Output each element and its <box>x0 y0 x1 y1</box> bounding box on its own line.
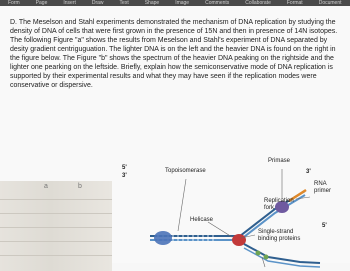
label-3prime-left: 3' <box>122 173 127 179</box>
toolbar-item-page[interactable]: Page <box>35 0 48 6</box>
figure-b-label: b <box>78 183 82 190</box>
label-topoisomerase: Topoisomerase <box>165 168 206 174</box>
figure-a-label: a <box>44 183 48 190</box>
toolbar-item-document[interactable]: Document <box>318 0 342 6</box>
toolbar-item-format[interactable]: Format <box>286 0 303 6</box>
toolbar-item-collaborate[interactable]: Collaborate <box>245 0 271 6</box>
label-helicase: Helicase <box>190 217 214 223</box>
lower-strand <box>244 244 320 267</box>
label-primase: Primase <box>268 158 291 164</box>
label-5prime-bottom: 5' <box>322 223 327 229</box>
toolbar-item-text[interactable]: Text <box>119 0 129 6</box>
document-page <box>0 6 350 263</box>
toolbar-item-insert[interactable]: Insert <box>63 0 76 6</box>
toolbar-item-image[interactable]: Image <box>175 0 190 6</box>
figure <box>0 149 350 269</box>
label-replication-fork: Replication fork <box>264 198 294 211</box>
topoisomerase-shape <box>154 231 172 245</box>
question-text: D. The Meselson and Stahl experiments demonstrated the mechanism of DNA replication by studying the density of DNA of cells that were first grown in the presence of 15N and then in presence of 14N isotopes. The following Figure "a" shows the results from Meselson and Stahl's experiment of DNA separated by desity gradient centriguguation. The lighter DNA is on the left and the heavier DNA is found on the right in the figure below. The Figure "b" shows the spectrum of the heavier DNA peaking on the rightside and the lighter one pearking on the leftside. Briefly, explain how the semiconservative mode of DNA replication is supported by their experimental results and what they may have seen if the replication modes were conservative or dispersive. <box>10 19 338 89</box>
label-ssb: Single-strand binding proteins <box>258 229 301 242</box>
toolbar-item-shape[interactable]: Shape <box>144 0 160 6</box>
toolbar-item-draw[interactable]: Draw <box>91 0 104 6</box>
label-3prime-top: 3' <box>306 169 311 175</box>
toolbar-item-comments[interactable]: Comments <box>205 0 230 6</box>
label-5prime-left: 5' <box>122 165 127 171</box>
label-rna-primer: RNA primer <box>314 181 332 194</box>
toolbar-item-form[interactable]: Form <box>8 0 20 6</box>
